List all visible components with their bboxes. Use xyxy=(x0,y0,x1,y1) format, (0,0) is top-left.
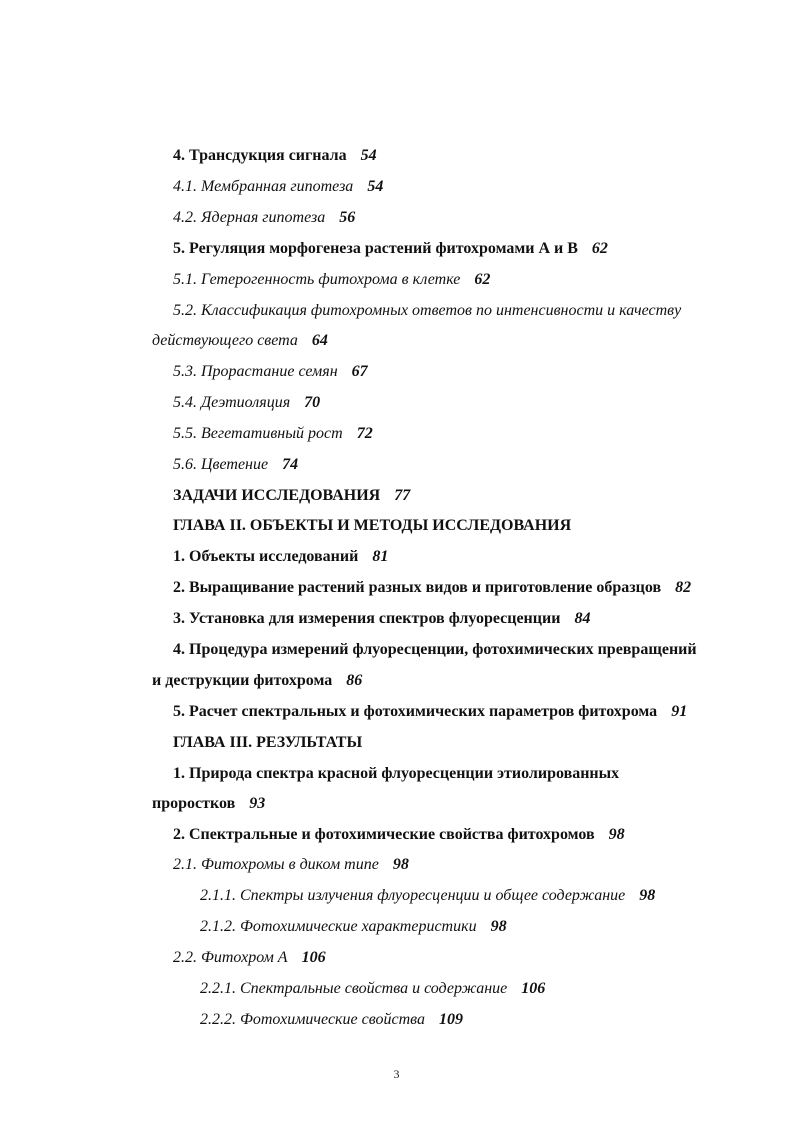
toc-entry-text: 5.5. Вегетативный рост xyxy=(173,425,343,442)
toc-entry-page: 64 xyxy=(311,332,328,349)
toc-entry-page: 67 xyxy=(351,363,368,380)
toc-entry xyxy=(173,301,681,321)
toc-entry-text: 1. Природа спектра красной флуоресценции этиолированных xyxy=(173,765,620,782)
toc-entry-page: 74 xyxy=(282,456,299,473)
toc-entry-page: 62 xyxy=(474,271,491,288)
toc-chapter-heading xyxy=(173,516,571,536)
toc-entry xyxy=(173,208,355,228)
toc-entry xyxy=(152,671,362,691)
toc-entry-page: 93 xyxy=(249,795,266,812)
toc-entry-text: 2.1.1. Спектры излучения флуоресценции и общее содержание xyxy=(200,887,626,904)
page-number: 3 xyxy=(393,1067,400,1081)
toc-entry-page: 72 xyxy=(356,425,373,442)
toc-entry-text: 5. Регуляция морфогенеза растений фитохромами А и В xyxy=(173,240,578,257)
toc-entry xyxy=(173,609,590,629)
toc-entry xyxy=(173,948,326,968)
toc-entry-page: 70 xyxy=(304,394,321,411)
toc-entry xyxy=(173,146,377,166)
toc-entry-text: 2.2. Фитохром А xyxy=(173,949,288,966)
toc-entry-text: 5.4. Деэтиоляция xyxy=(173,394,291,411)
toc-entry-page: 98 xyxy=(392,856,409,873)
toc-entry-page: 54 xyxy=(360,147,377,164)
toc-entry xyxy=(173,393,320,413)
toc-entry-text: действующего света xyxy=(152,332,298,349)
toc-entry xyxy=(173,578,691,598)
toc-entry-text: 2.2.1. Спектральные свойства и содержание xyxy=(200,980,508,997)
toc-entry xyxy=(173,486,410,506)
toc-entry-text: 1. Объекты исследований xyxy=(173,548,359,565)
toc-entry-page: 106 xyxy=(301,949,326,966)
toc-entry-text: ЗАДАЧИ ИССЛЕДОВАНИЯ xyxy=(173,487,381,504)
toc-entry-page: 98 xyxy=(608,826,625,843)
toc-entry xyxy=(200,886,655,906)
toc-entry-page: 84 xyxy=(574,610,591,627)
toc-entry xyxy=(173,455,298,475)
toc-entry-page: 106 xyxy=(521,980,546,997)
toc-entry-text: 5.3. Прорастание семян xyxy=(173,363,338,380)
toc-entry xyxy=(200,1010,463,1030)
toc-entry-text: ГЛАВА II. ОБЪЕКТЫ И МЕТОДЫ ИССЛЕДОВАНИЯ xyxy=(173,517,572,534)
toc-entry-page: 98 xyxy=(639,887,656,904)
toc-entry-text: 5.6. Цветение xyxy=(173,456,269,473)
toc-entry xyxy=(200,979,545,999)
toc-entry xyxy=(173,547,388,567)
toc-entry-text: проростков xyxy=(152,795,236,812)
toc-entry-text: 4. Трансдукция сигнала xyxy=(173,147,347,164)
toc-entry xyxy=(173,702,687,722)
toc-entry xyxy=(173,640,697,660)
toc-entry-text: 4.1. Мембранная гипотеза xyxy=(173,178,354,195)
toc-entry xyxy=(173,362,368,382)
toc-entry-page: 54 xyxy=(367,178,384,195)
toc-entry-page: 82 xyxy=(675,579,692,596)
toc-entry-text: 5.1. Гетерогенность фитохрома в клетке xyxy=(173,271,461,288)
toc-chapter-heading xyxy=(173,733,362,753)
toc-entry-text: 2.1. Фитохромы в диком типе xyxy=(173,856,379,873)
toc-entry-text: 2. Выращивание растений разных видов и приготовление образцов xyxy=(173,579,662,596)
toc-entry-text: 2. Спектральные и фотохимические свойства фитохромов xyxy=(173,826,595,843)
toc-entry xyxy=(173,825,625,845)
toc-entry xyxy=(173,424,373,444)
toc-entry-text: 5.2. Классификация фитохромных ответов по интенсивности и качеству xyxy=(173,302,682,319)
toc-entry-text: ГЛАВА III. РЕЗУЛЬТАТЫ xyxy=(173,734,363,751)
toc-entry xyxy=(200,917,507,937)
toc-entry xyxy=(173,270,490,290)
toc-entry-text: 5. Расчет спектральных и фотохимических параметров фитохрома xyxy=(173,703,658,720)
toc-entry-text: 2.1.2. Фотохимические характеристики xyxy=(200,918,477,935)
toc-entry xyxy=(152,794,265,814)
toc-entry-page: 86 xyxy=(346,672,363,689)
toc-entry-page: 91 xyxy=(671,703,688,720)
toc-entry-page: 77 xyxy=(394,487,411,504)
toc-entry-page: 98 xyxy=(490,918,507,935)
toc-entry xyxy=(173,177,383,197)
toc-entry-text: и деструкции фитохрома xyxy=(152,672,333,689)
toc-entry xyxy=(173,239,608,259)
toc-entry-page: 81 xyxy=(372,548,389,565)
toc-entry xyxy=(173,855,409,875)
toc-entry-text: 4.2. Ядерная гипотеза xyxy=(173,209,326,226)
toc-entry-page: 56 xyxy=(339,209,356,226)
toc-entry-page: 109 xyxy=(438,1011,463,1028)
toc-entry-text: 4. Процедура измерений флуоресценции, фотохимических превращений xyxy=(173,641,697,658)
toc-entry xyxy=(152,331,328,351)
toc-entry-text: 2.2.2. Фотохимические свойства xyxy=(200,1011,425,1028)
toc-entry-text: 3. Установка для измерения спектров флуоресценции xyxy=(173,610,561,627)
toc-entry xyxy=(173,764,619,784)
toc-entry-page: 62 xyxy=(591,240,608,257)
